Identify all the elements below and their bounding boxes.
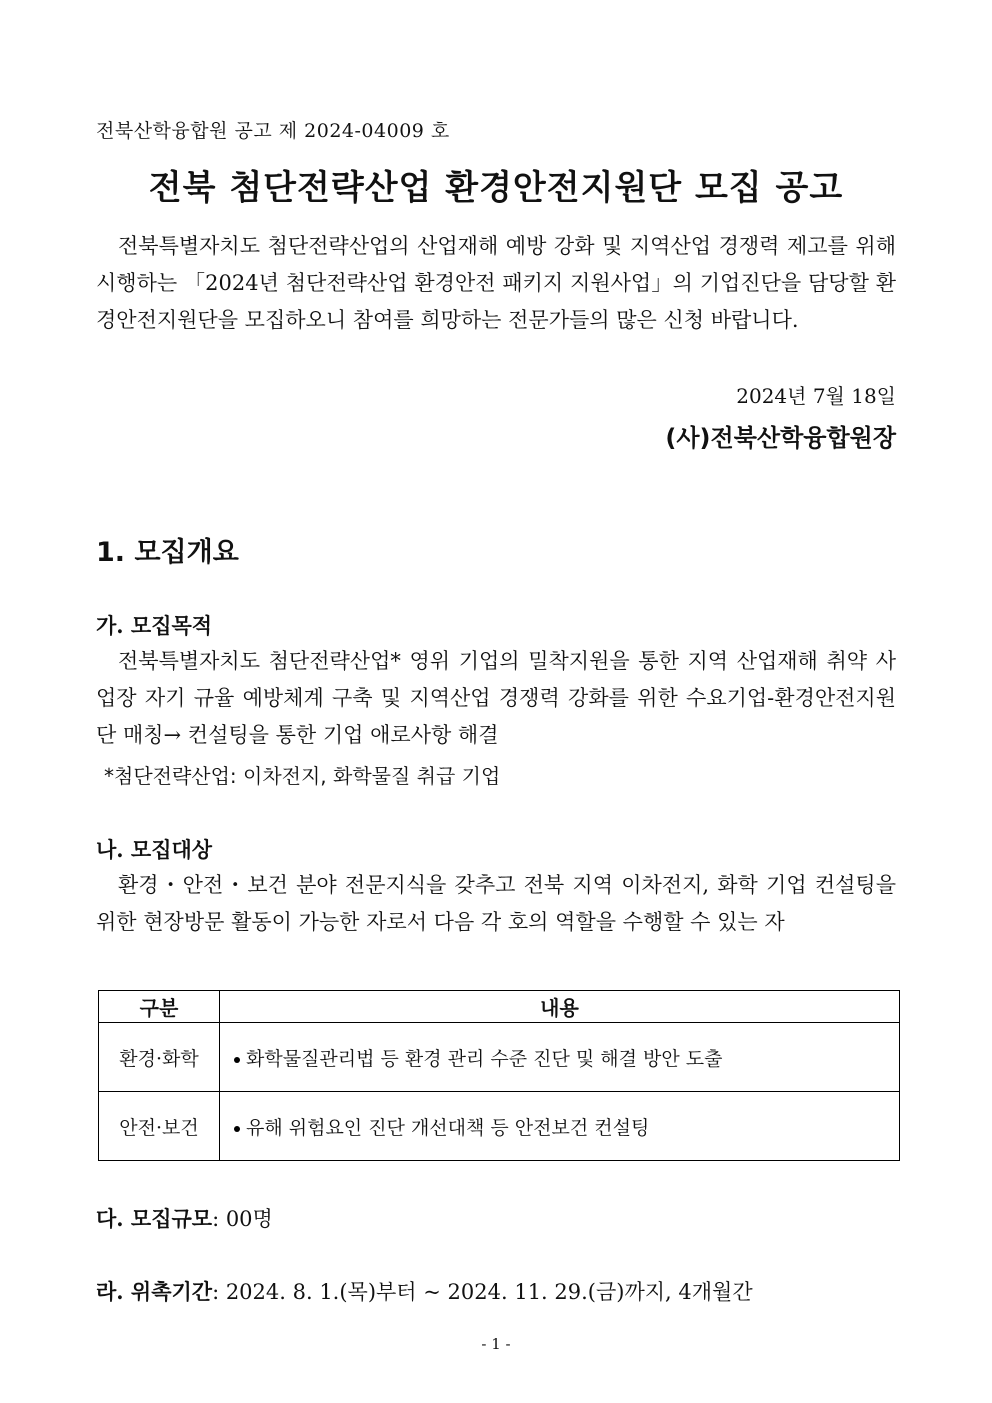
period-value: : 2024. 8. 1.(목)부터 ~ 2024. 11. 29.(금)까지, 4개월간 — [212, 1280, 753, 1304]
notice-number: 전북산학융합원 공고 제 2024-04009 호 — [96, 120, 450, 142]
row-content-text: 유해 위험요인 진단 개선대책 등 안전보건 컨설팅 — [246, 1116, 650, 1139]
bullet-icon — [234, 1126, 240, 1132]
scale-title: 다. 모집규모 — [96, 1206, 213, 1231]
bullet-icon — [234, 1057, 240, 1063]
roles-table — [98, 990, 900, 1161]
scale-line — [96, 1203, 273, 1233]
purpose-paragraph — [96, 643, 896, 754]
document-title: 전북 첨단전략산업 환경안전지원단 모집 공고 — [148, 168, 844, 208]
row-category: 환경·화학 — [99, 1023, 220, 1092]
period-title: 라. 위촉기간 — [96, 1279, 213, 1304]
target-paragraph — [96, 867, 896, 941]
purpose-title: 가. 모집목적 — [96, 613, 213, 638]
notice-date: 2024년 7월 18일 — [736, 384, 896, 408]
intro-paragraph — [96, 228, 896, 339]
table-row — [99, 1092, 900, 1161]
purpose-footnote: *첨단전략산업: 이차전지, 화학물질 취급 기업 — [104, 764, 501, 788]
table-header-row — [99, 991, 900, 1023]
scale-value: : 00명 — [212, 1207, 273, 1231]
purpose-text: 전북특별자치도 첨단전략산업* 영위 기업의 밀착지원을 통한 지역 산업재해 취약 사업장 자기 규율 예방체계 구축 및 지역산업 경쟁력 강화를 위한 수요기업-환경안전지원단 매칭→ 컨설팅을 통한 기업 애로사항 해결 — [96, 649, 896, 747]
section-heading-overview: 1. 모집개요 — [96, 537, 239, 568]
target-title: 나. 모집대상 — [96, 837, 213, 862]
organization-name: (사)전북산학융합원장 — [665, 424, 896, 452]
table-header-content: 내용 — [220, 991, 900, 1023]
target-text: 환경・안전・보건 분야 전문지식을 갖추고 전북 지역 이차전지, 화학 기업 컨설팅을 위한 현장방문 활동이 가능한 자로서 다음 각 호의 역할을 수행할 수 있는 자 — [96, 873, 896, 934]
intro-text: 전북특별자치도 첨단전략산업의 산업재해 예방 강화 및 지역산업 경쟁력 제고를 위해 시행하는 「2024년 첨단전략산업 환경안전 패키지 지원사업」의 기업진단을 담당할 환경안전지원단을 모집하오니 참여를 희망하는 전문가들의 많은 신청 바랍니다. — [96, 234, 896, 332]
table-row — [99, 1023, 900, 1092]
table-header-category: 구분 — [99, 991, 220, 1023]
row-content — [220, 1023, 900, 1092]
page-number: - 1 - — [481, 1335, 511, 1353]
row-content-text: 화학물질관리법 등 환경 관리 수준 진단 및 해결 방안 도출 — [246, 1047, 723, 1070]
period-line — [96, 1276, 753, 1306]
row-category: 안전·보건 — [99, 1092, 220, 1161]
row-content — [220, 1092, 900, 1161]
